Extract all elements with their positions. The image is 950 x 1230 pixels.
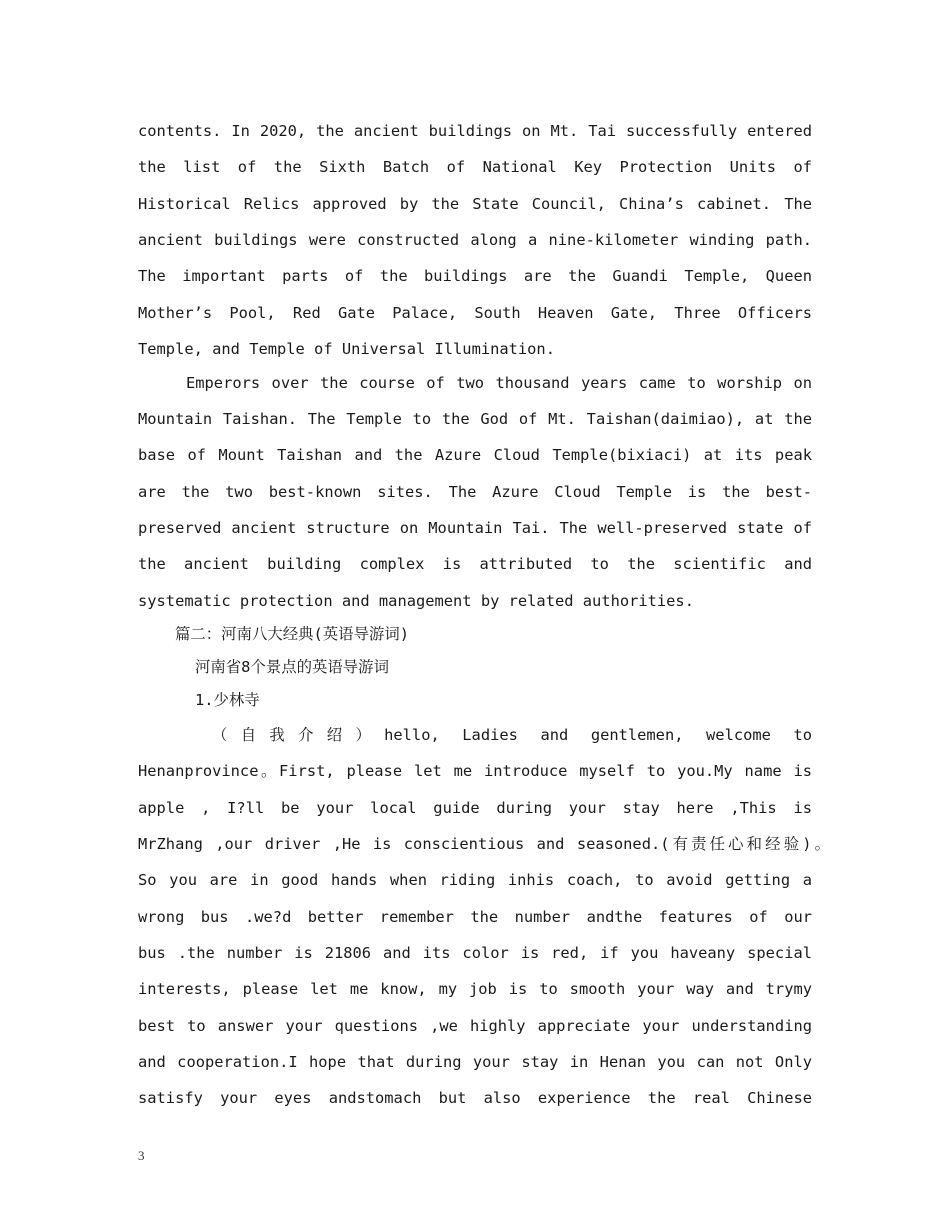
body-text-line: The important parts of the buildings are the Guandi Temple, Queen (138, 267, 812, 285)
body-text-line: contents. In 2020, the ancient buildings on Mt. Tai successfully entered (138, 122, 812, 140)
body-text-line: apple , I?ll be your local guide during your stay here ,This is (138, 799, 812, 817)
body-text-line: Historical Relics approved by the State Council, China’s cabinet. The (138, 195, 812, 213)
body-text-line: Mother’s Pool, Red Gate Palace, South Heaven Gate, Three Officers (138, 304, 812, 322)
body-text-line: Temple, and Temple of Universal Illumination. (138, 340, 555, 358)
section-heading: 篇二：河南八大经典(英语导游词) (175, 625, 410, 643)
body-text-line: systematic protection and management by related authorities. (138, 592, 694, 610)
body-text-line: ancient buildings were constructed along a nine-kilometer winding path. (138, 231, 812, 249)
body-text-line: base of Mount Taishan and the Azure Cloud Temple(bixiaci) at its peak (138, 446, 812, 464)
body-text-line: （自我介绍）hello, Ladies and gentlemen, welcome to (212, 726, 812, 744)
body-text-line: Emperors over the course of two thousand years came to worship on (186, 374, 812, 392)
body-text-line: satisfy your eyes andstomach but also experience the real Chinese (138, 1089, 812, 1107)
body-text-line: preserved ancient structure on Mountain Tai. The well-preserved state of (138, 519, 812, 537)
section-subheading: 河南省8个景点的英语导游词 (195, 658, 389, 676)
body-text-line: best to answer your questions ,we highly appreciate your understanding (138, 1017, 812, 1035)
body-text-line: are the two best-known sites. The Azure Cloud Temple is the best- (138, 483, 812, 501)
item-heading: 1.少林寺 (195, 691, 260, 709)
body-text-line: wrong bus .we?d better remember the number andthe features of our (138, 908, 812, 926)
body-text-line: and cooperation.I hope that during your stay in Henan you can not Only (138, 1053, 812, 1071)
body-text-line: the ancient building complex is attributed to the scientific and (138, 555, 812, 573)
body-text-line: Henanprovince。First, please let me introduce myself to you.My name is (138, 762, 812, 780)
body-text-line: bus .the number is 21806 and its color is red, if you haveany special (138, 944, 812, 962)
body-text-line: interests, please let me know, my job is to smooth your way and trymy (138, 980, 812, 998)
body-text-line: Mountain Taishan. The Temple to the God of Mt. Taishan(daimiao), at the (138, 410, 812, 428)
body-text-line: the list of the Sixth Batch of National Key Protection Units of (138, 158, 812, 176)
page-number: 3 (138, 1148, 145, 1163)
body-text-line: MrZhang ,our driver ,He is conscientious and seasoned.(有责任心和经验)。 (138, 835, 830, 853)
body-text-line: So you are in good hands when riding inhis coach, to avoid getting a (138, 871, 812, 889)
